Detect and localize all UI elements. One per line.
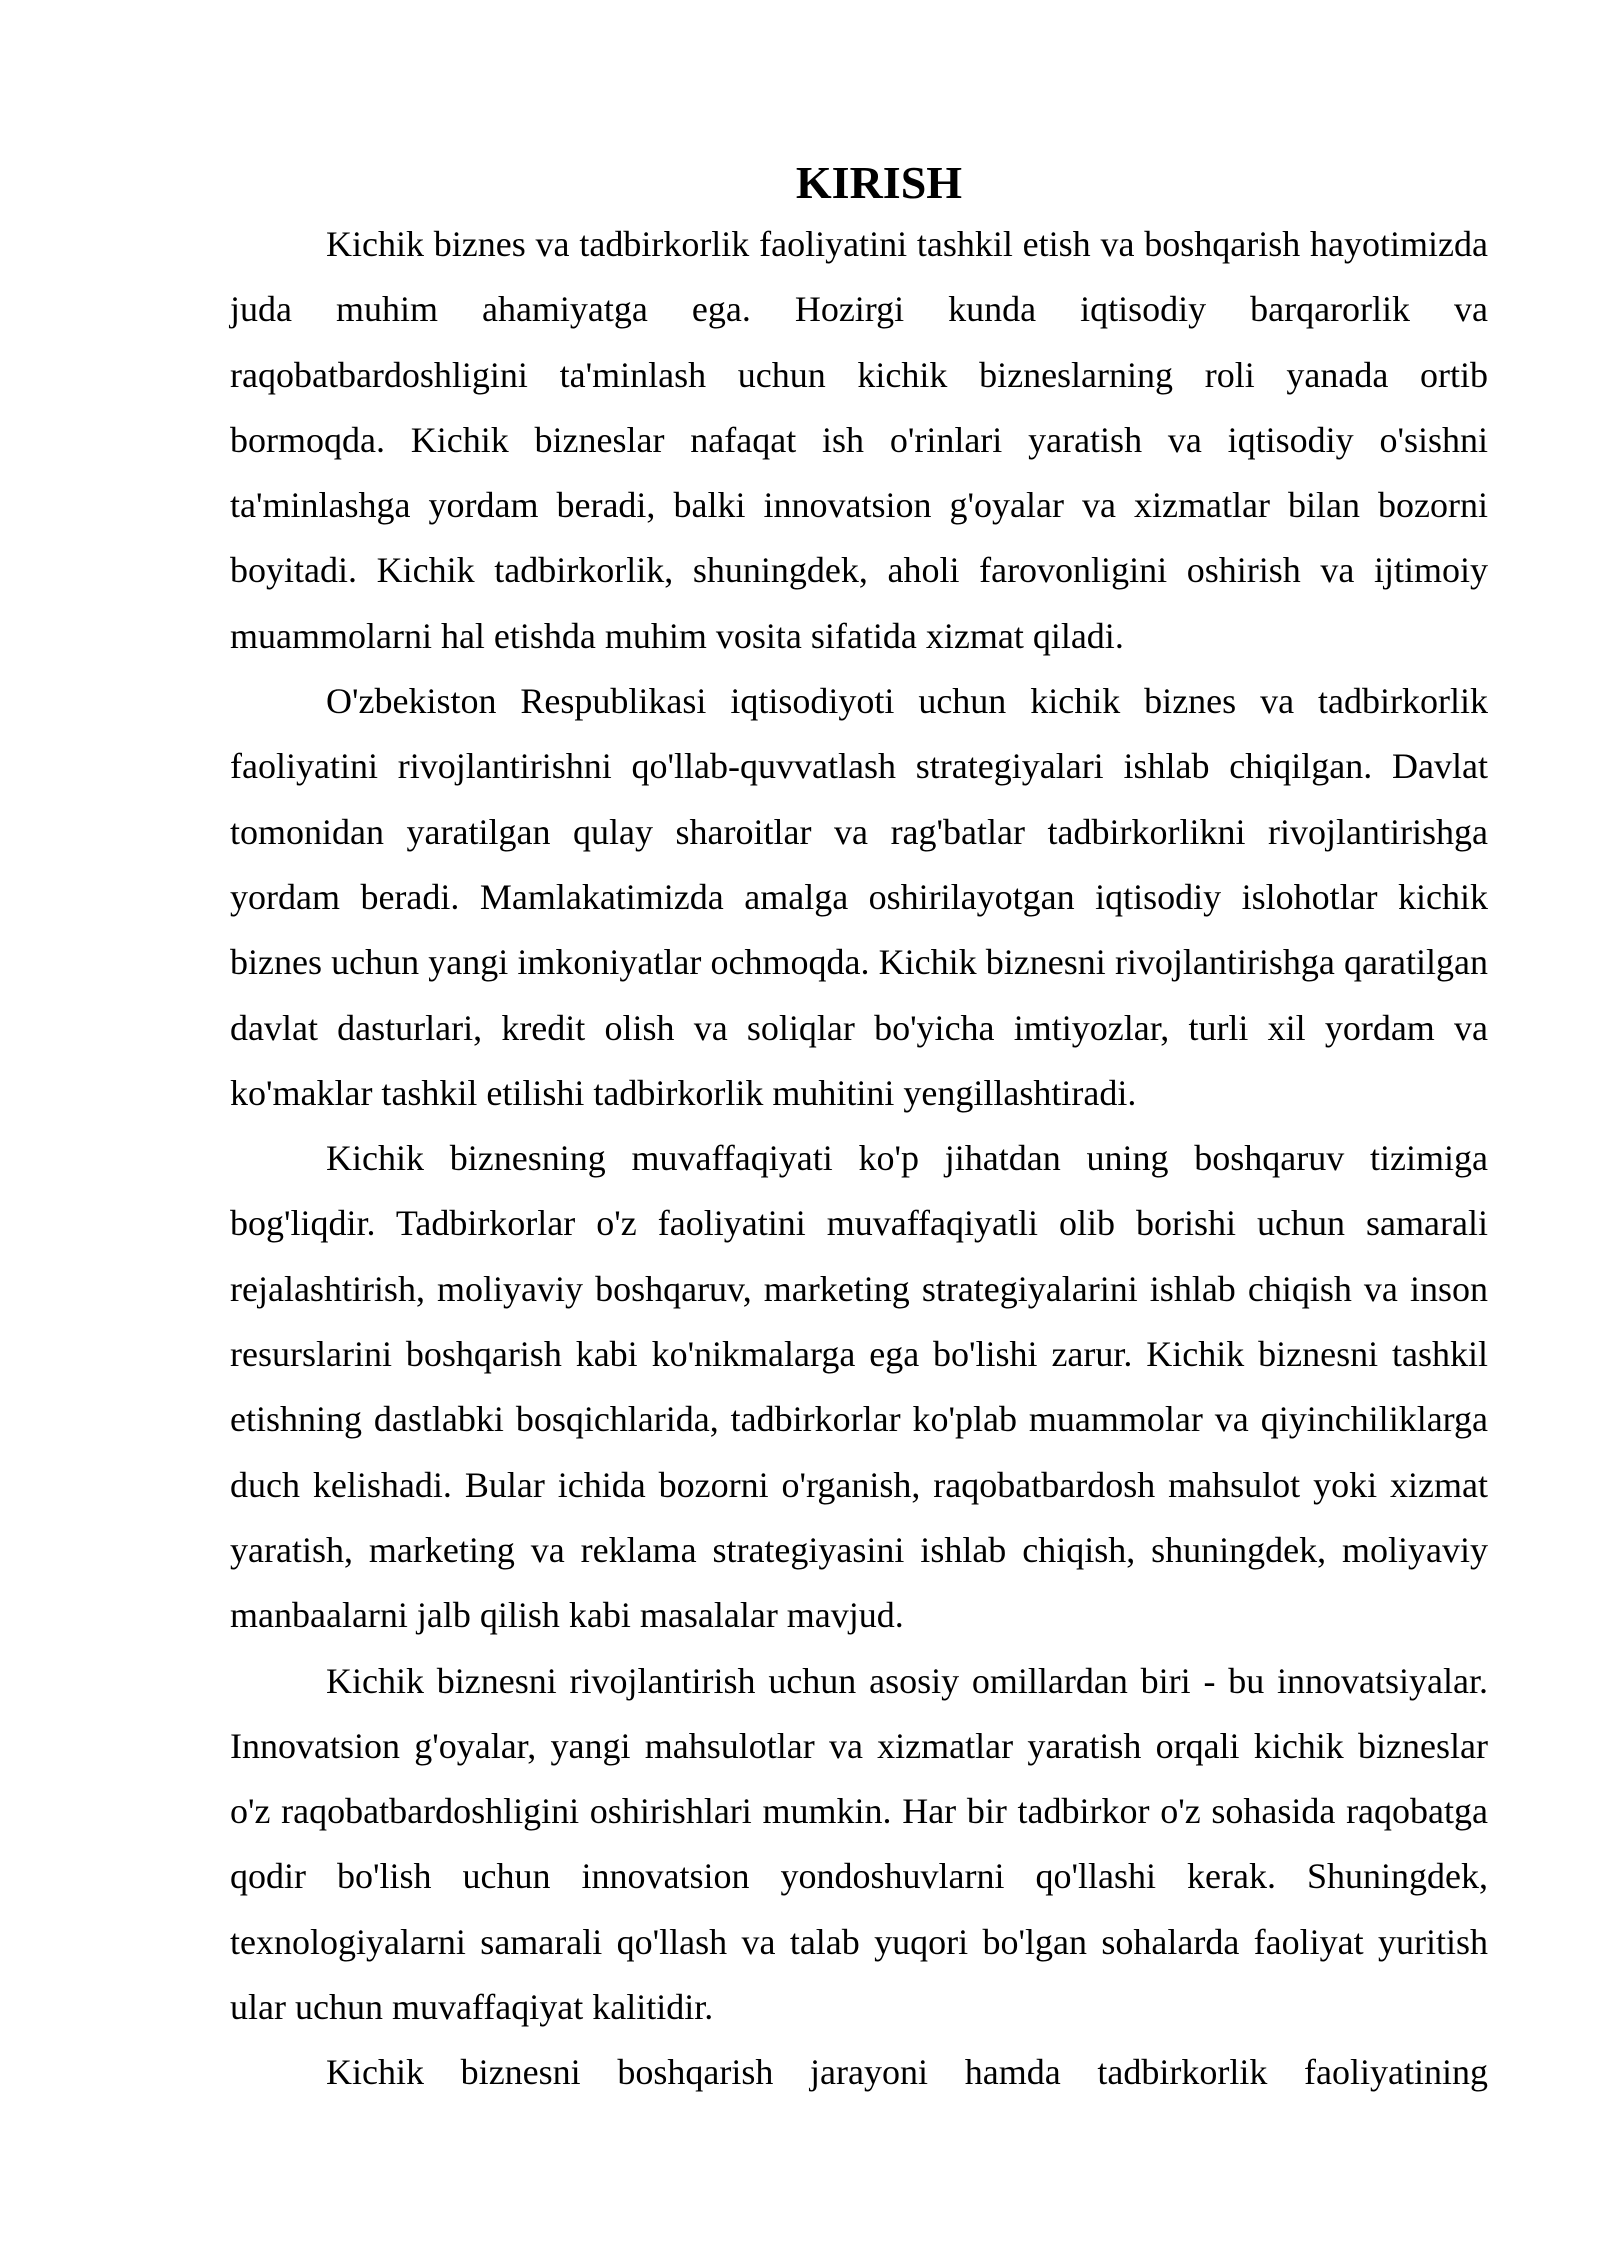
paragraph-3: Kichik biznesning muvaffaqiyati ko'p jihatdan uning boshqaruv tizimiga bog'liqdir. Tadbirkorlar o'z faoliyatini muvaffaqiyatli olib borishi uchun samarali rejalashtirish, moliyaviy boshqaruv, marketing strategiyalarini ishlab chiqish va inson resurslarini boshqarish kabi ko'nikmalarga ega bo'lishi zarur. Kichik biznesni tashkil etishning dastlabki bosqichlarida, tadbirkorlar ko'plab muammolar va qiyinchiliklarga duch kelishadi. Bular ichida bozorni o'rganish, raqobatbardosh mahsulot yoki xizmat yaratish, marketing va reklama strategiyasini ishlab chiqish, shuningdek, moliyaviy manbaalarni jalb qilish kabi masalalar mavjud.: [230, 1138, 1488, 1636]
paragraph-1: Kichik biznes va tadbirkorlik faoliyatini tashkil etish va boshqarish hayotimizda juda muhim ahamiyatga ega. Hozirgi kunda iqtisodiy barqarorlik va raqobatbardoshligini ta'minlash uchun kichik bizneslarning roli yanada ortib bormoqda. Kichik bizneslar nafaqat ish o'rinlari yaratish va iqtisodiy o'sishni ta'minlashga yordam beradi, balki innovatsion g'oyalar va xizmatlar bilan bozorni boyitadi. Kichik tadbirkorlik, shuningdek, aholi farovonligini oshirish va ijtimoiy muammolarni hal etishda muhim vosita sifatida xizmat qiladi.: [230, 224, 1488, 656]
document-title: KIRISH: [795, 157, 963, 208]
paragraph-5: Kichik biznesni boshqarish jarayoni hamda tadbirkorlik faoliyatining: [326, 2052, 1488, 2093]
paragraph-2: O'zbekiston Respublikasi iqtisodiyoti uchun kichik biznes va tadbirkorlik faoliyatini rivojlantirishni qo'llab-quvvatlash strategiyalari ishlab chiqilgan. Davlat tomonidan yaratilgan qulay sharoitlar va rag'batlar tadbirkorlikni rivojlantirishga yordam beradi. Mamlakatimizda amalga oshirilayotgan iqtisodiy islohotlar kichik biznes uchun yangi imkoniyatlar ochmoqda. Kichik biznesni rivojlantirishga qaratilgan davlat dasturlari, kredit olish va soliqlar bo'yicha imtiyozlar, turli xil yordam va ko'maklar tashkil etilishi tadbirkorlik muhitini yengillashtiradi.: [230, 681, 1488, 1113]
document-body: [230, 148, 1488, 2106]
paragraph-4: Kichik biznesni rivojlantirish uchun asosiy omillardan biri - bu innovatsiyalar. Innovatsion g'oyalar, yangi mahsulotlar va xizmatlar yaratish orqali kichik bizneslar o'z raqobatbardoshligini oshirishlari mumkin. Har bir tadbirkor o'z sohasida raqobatga qodir bo'lish uchun innovatsion yondoshuvlarni qo'llashi kerak. Shuningdek, texnologiyalarni samarali qo'llash va talab yuqori bo'lgan sohalarda faoliyat yuritish ular uchun muvaffaqiyat kalitidir.: [230, 1660, 1488, 2028]
